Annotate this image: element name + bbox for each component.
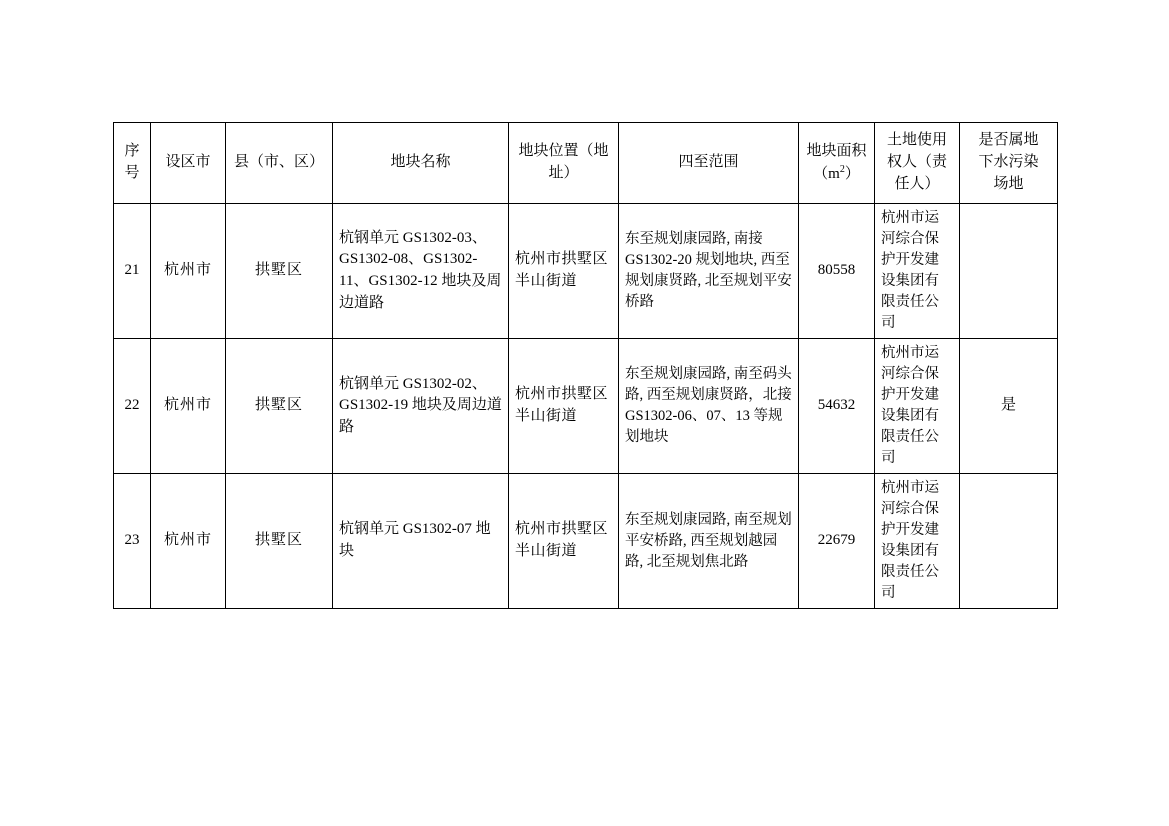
column-header-flag-line2: 下水污染 bbox=[978, 154, 1039, 171]
table-row bbox=[114, 474, 1058, 609]
column-header-city: 设区市 bbox=[151, 123, 226, 204]
cell-scope: 东至规划康园路, 南至码头路, 西至规划康贤路，北接 GS1302-06、07、13 等规划地块 bbox=[619, 339, 799, 474]
cell-county: 拱墅区 bbox=[226, 474, 333, 609]
cell-groundwater-flag bbox=[960, 204, 1058, 339]
column-header-location bbox=[509, 123, 619, 204]
column-header-county: 县（市、区） bbox=[226, 123, 333, 204]
column-header-area bbox=[799, 123, 875, 204]
cell-sequence: 22 bbox=[114, 339, 151, 474]
column-header-area-line1: 地块面积 bbox=[806, 142, 867, 159]
cell-owner: 杭州市运河综合保护开发建设集团有限责任公司 bbox=[875, 204, 960, 339]
cell-sequence: 21 bbox=[114, 204, 151, 339]
cell-parcel-name: 杭钢单元 GS1302-07 地块 bbox=[333, 474, 509, 609]
table-body bbox=[114, 204, 1058, 609]
cell-location: 杭州市拱墅区半山街道 bbox=[509, 204, 619, 339]
column-header-area-line2 bbox=[805, 163, 868, 186]
column-header-flag-line1: 是否属地 bbox=[978, 132, 1039, 149]
column-header-area-superscript: 2 bbox=[839, 163, 845, 175]
table-row bbox=[114, 339, 1058, 474]
column-header-scope: 四至范围 bbox=[619, 123, 799, 204]
column-header-groundwater-flag bbox=[960, 123, 1058, 204]
table-header bbox=[114, 123, 1058, 204]
column-header-flag-line3: 场地 bbox=[993, 175, 1024, 192]
cell-parcel-name: 杭钢单元 GS1302-03、GS1302-08、GS1302-11、GS1302-12 地块及周边道路 bbox=[333, 204, 509, 339]
column-header-owner-line1: 土地使用 bbox=[886, 132, 947, 149]
cell-location: 杭州市拱墅区半山街道 bbox=[509, 339, 619, 474]
table-header-row bbox=[114, 123, 1058, 204]
cell-area: 80558 bbox=[799, 204, 875, 339]
column-header-area-unit-prefix: （m bbox=[813, 165, 840, 182]
cell-city: 杭州市 bbox=[151, 339, 226, 474]
cell-sequence: 23 bbox=[114, 474, 151, 609]
column-header-sequence-line1: 序 号 bbox=[124, 143, 140, 181]
cell-groundwater-flag bbox=[960, 474, 1058, 609]
cell-county: 拱墅区 bbox=[226, 339, 333, 474]
cell-scope: 东至规划康园路, 南接GS1302-20 规划地块, 西至规划康贤路, 北至规划平安桥路 bbox=[619, 204, 799, 339]
table-row bbox=[114, 204, 1058, 339]
column-header-parcel-name: 地块名称 bbox=[333, 123, 509, 204]
cell-location: 杭州市拱墅区半山街道 bbox=[509, 474, 619, 609]
cell-area: 22679 bbox=[799, 474, 875, 609]
column-header-owner-line3: 任人） bbox=[894, 175, 940, 192]
column-header-owner-line2: 权人（责 bbox=[886, 154, 947, 171]
column-header-owner bbox=[875, 123, 960, 204]
cell-area: 54632 bbox=[799, 339, 875, 474]
column-header-area-unit-suffix: ） bbox=[844, 165, 860, 182]
column-header-sequence bbox=[114, 123, 151, 204]
cell-city: 杭州市 bbox=[151, 204, 226, 339]
column-header-location-line1: 地块位置（地 bbox=[518, 143, 609, 160]
cell-groundwater-flag: 是 bbox=[960, 339, 1058, 474]
cell-owner: 杭州市运河综合保护开发建设集团有限责任公司 bbox=[875, 474, 960, 609]
cell-city: 杭州市 bbox=[151, 474, 226, 609]
column-header-location-line2: 址） bbox=[548, 165, 579, 181]
cell-scope: 东至规划康园路, 南至规划平安桥路, 西至规划越园路, 北至规划焦北路 bbox=[619, 474, 799, 609]
cell-parcel-name: 杭钢单元 GS1302-02、GS1302-19 地块及周边道路 bbox=[333, 339, 509, 474]
cell-county: 拱墅区 bbox=[226, 204, 333, 339]
land-parcel-table bbox=[113, 122, 1058, 609]
cell-owner: 杭州市运河综合保护开发建设集团有限责任公司 bbox=[875, 339, 960, 474]
